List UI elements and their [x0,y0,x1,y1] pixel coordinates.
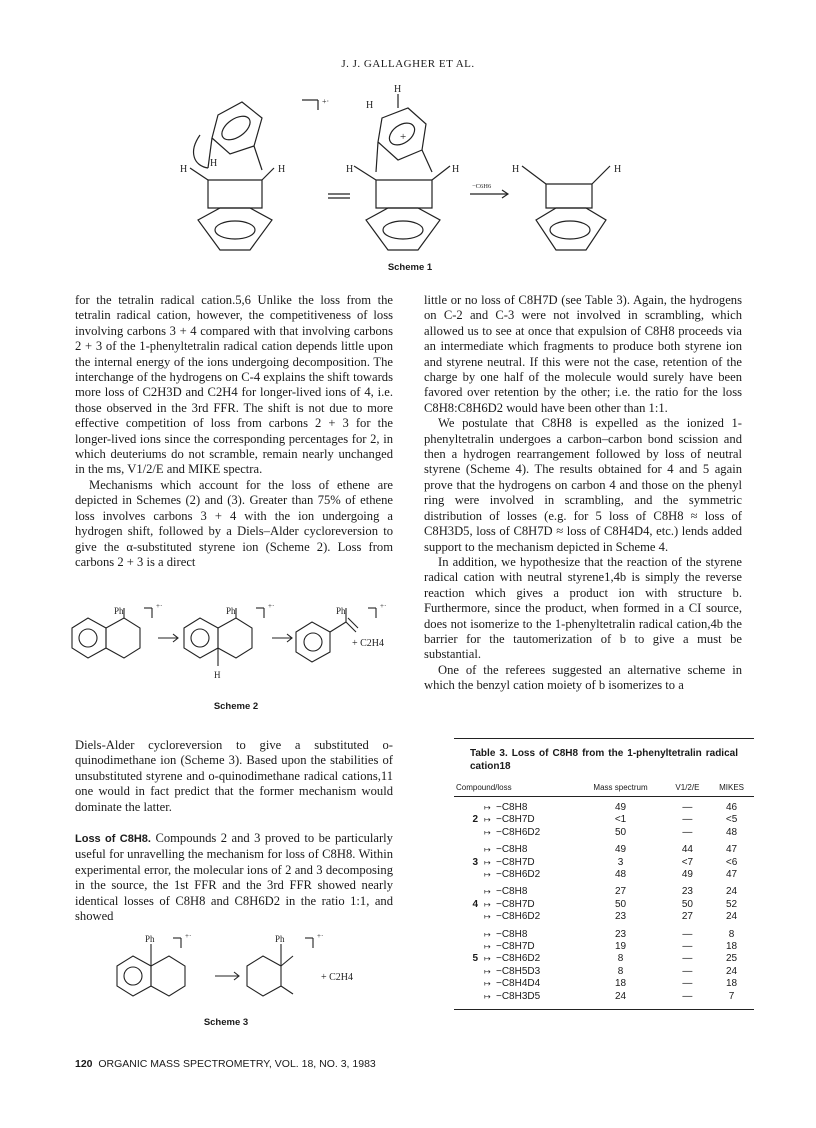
paragraph: In addition, we hypothesize that the reaction of the styrene radical cation with neutral styrene1,4b is simply the reverse reaction which gives a product ion with structure b. Furthermore, since the product, when formed in a CI source, does not isomerize to the 1-phenyltetralin radical cation,4b the barrier for the tautomerization of b to give a must be substantial. [424,554,742,662]
loss-label: ↦ −C8H8 [482,839,575,856]
scheme-1-intermediate [354,94,450,250]
table-bottom-rule [454,1009,754,1010]
right-column [424,293,742,694]
table-row [454,869,754,881]
v-half-e-value: <7 [681,856,694,868]
table-row [454,966,754,978]
loss-label: ↦ −C8H6D2 [482,869,575,881]
mass-spectrum-value: 3 [617,856,624,868]
journal-citation: ORGANIC MASS SPECTROMETRY, VOL. 18, NO. 3, 1983 [98,1058,376,1070]
scheme-3-label: Scheme 3 [203,1017,249,1028]
atom-h: H [180,164,188,175]
ph-label: Ph [226,606,236,616]
column-header: V1/2/E [666,779,709,797]
compound-number [454,924,482,941]
radical-cation-mark: +· [185,932,192,940]
mass-spectrum-value: 19 [614,941,627,953]
table-row [454,911,754,923]
product-label: + C2H4 [352,638,385,649]
compound-number [454,881,482,898]
loss-label: ↦ −C8H6D2 [482,911,575,923]
radical-cation-mark: +· [268,602,275,610]
mass-spectrum-value: 8 [617,953,624,965]
mass-spectrum-value: 23 [614,911,627,923]
table-title: Table 3. Loss of C8H8 from the 1-phenyltetralin radical cation18 [470,748,738,772]
paragraph: Diels-Alder cycloreversion to give a substituted o-quinodimethane ion (Scheme 3). Based upon the stabilities of unsubstituted styrene and o-quinodimethane radical cations,11 one would in fact predict that the former mechanism would dominate the latter. [75,738,393,814]
mikes-value: 48 [726,826,738,838]
paragraph [75,831,393,924]
mass-spectrum-value: 8 [617,965,624,977]
mass-spectrum-value: 24 [614,990,627,1002]
v-half-e-value: — [682,978,693,990]
v-half-e-value: — [682,928,693,940]
mass-spectrum-value: <1 [614,814,627,826]
mikes-value: 7 [728,990,735,1002]
v-half-e-value: 27 [681,911,693,923]
loss-label: ↦ −C8H5D3 [482,966,575,978]
table-row [454,839,754,856]
radical-cation-mark: +· [156,602,163,610]
v-half-e-value: — [682,965,693,977]
compound-number: 5 [472,953,478,965]
left-column [75,293,393,570]
compound-number: 2 [472,814,478,826]
atom-h: H [366,100,374,111]
paragraph: One of the referees suggested an alternative scheme in which the benzyl cation moiety of b isomerizes to a [424,662,742,693]
ph-label: Ph [145,934,155,944]
table-row [454,924,754,941]
atom-h: H [210,158,218,169]
atom-h: H [394,84,402,95]
mass-spectrum-value: 18 [614,978,627,990]
loss-label: ↦ −C8H6D2 [482,953,575,965]
column-header: Mass spectrum [575,779,665,797]
paragraph: We postulate that C8H8 is expelled as the ionized 1-phenyltetralin undergoes a carbon–carbon bond scission and then a hydrogen rearrangement followed by loss of neutral styrene (Scheme 4). The results obtained for 4 and 5 again prove that the hydrogens on carbon 4 and those on the phenyl ring were involved in scrambling, and the symmetric distribution of losses (e.g. for 5 loss of C8H8 ≈ loss of C8H3D5, loss of C8H7D ≈ loss of C8H4D4, etc.) lends added support to the mechanism depicted in Scheme 4. [424,416,742,554]
ph-label: Ph [336,606,346,616]
mikes-value: 24 [726,965,738,977]
page-number: 120 [75,1058,93,1070]
scheme-1-label: Scheme 1 [387,262,433,273]
mikes-value: 52 [726,898,738,910]
loss-label: ↦ −C8H4D4 [482,978,575,990]
paragraph: little or no loss of C8H7D (see Table 3). Again, the hydrogens on C-2 and C-3 were not involved in scrambling, which allowed us to see at once that expulsion of C8H8 proceeds via an intermediate which fragments to produce both styrene ion and styrene neutral. If this were not the case, retention of the charge by one half of the molecule would surely have been favored over retention by the other; i.e. the ratio for the loss C8H8:C8H6D2 would have been other than 1:1. [424,293,742,415]
compound-number: 4 [472,898,478,910]
v-half-e-value: — [682,953,693,965]
atom-h: H [452,164,460,175]
loss-label: ↦ −C8H3D5 [482,991,575,1003]
loss-label: ↦ −C8H7D [482,941,575,953]
mikes-value: 24 [726,911,738,923]
scheme-1 [150,80,670,280]
page-footer [75,1058,376,1070]
paragraph-text: Compounds 2 and 3 proved to be particularly useful for unravelling the mechanism for loss of C8H8. Within experimental error, the molecular ions of 2 and 3 decomposing in the source, the 1st FFR and the 3rd FFR showed nearly identical losses of C8H8 and C8H6D2 in the ratio 1:1, and showed [75,831,393,924]
mikes-value: 18 [726,941,738,953]
atom-h: H [214,670,221,680]
mikes-value: 18 [726,978,738,990]
table-row [454,827,754,839]
mass-spectrum-value: 50 [614,898,627,910]
atom-h: H [278,164,286,175]
loss-label: ↦ −C8H6D2 [482,827,575,839]
compound-number [454,797,482,815]
scheme-3-structures [115,932,385,1018]
loss-label: ↦ −C8H8 [482,797,575,815]
scheme-1-product [522,166,610,250]
table-row [454,899,754,911]
scheme-1-reactant [190,100,318,250]
running-head: J. J. GALLAGHER ET AL. [341,58,475,70]
mikes-value: <6 [725,856,738,868]
table-row [454,941,754,953]
paragraph: Mechanisms which account for the loss of ethene are depicted in Schemes (2) and (3). Greater than 75% of ethene loss involves carbons 3 + 4 with the ion undergoing a hydrogen shift, followed by a Diels–Alder cycloreversion to give the α-substituted styrene ion (Scheme 2). Loss from carbons 2 + 3 is a direct [75,477,393,569]
compound-number [454,966,482,978]
v-half-e-value: 49 [681,869,693,881]
charge-mark: + [400,131,407,143]
mikes-value: 24 [726,886,738,898]
mikes-value: 47 [726,844,738,856]
mass-spectrum-value: 23 [614,928,627,940]
radical-cation-mark: +· [322,97,330,106]
table-row [454,991,754,1003]
product-label: + C2H4 [321,972,354,983]
scheme-2-label: Scheme 2 [213,701,259,712]
mikes-value: 25 [726,953,738,965]
radical-cation-mark: +· [380,602,387,610]
loss-label: ↦ −C8H8 [482,924,575,941]
table-body [454,797,754,1004]
table-3-data [454,779,754,1003]
scheme-2-structures [70,598,400,698]
v-half-e-value: — [682,941,693,953]
scheme-3 [115,932,385,1018]
table-row [454,797,754,815]
mass-spectrum-value: 49 [614,844,627,856]
atom-h: H [614,164,622,175]
loss-label: ↦ −C8H7D [482,814,575,826]
radical-cation-mark: +· [317,932,324,940]
table-row [454,881,754,898]
mikes-value: 8 [728,928,735,940]
mass-spectrum-value: 27 [614,886,627,898]
column-header: MIKES [709,779,754,797]
mikes-value: 46 [726,802,738,813]
compound-number [454,941,482,953]
loss-label: ↦ −C8H7D [482,899,575,911]
table-row [454,814,754,826]
table-3 [454,738,754,1010]
loss-label: ↦ −C8H8 [482,881,575,898]
section-run-in-head: Loss of C8H8. [75,833,151,846]
compound-number [454,991,482,1003]
scheme-2 [70,598,400,698]
mass-spectrum-value: 48 [614,869,627,881]
table-header-row [454,779,754,797]
mass-spectrum-value: 49 [614,802,627,813]
v-half-e-value: — [682,814,693,826]
loss-label: ↦ −C8H7D [482,857,575,869]
mikes-value: <5 [725,814,738,826]
scheme-1-structures [150,80,670,280]
column-header: Compound/loss [454,779,575,797]
compound-number [454,911,482,923]
v-half-e-value: 44 [681,844,693,856]
compound-number [454,839,482,856]
ph-label: Ph [114,606,124,616]
compound-number: 3 [472,856,478,868]
atom-h: H [512,164,520,175]
v-half-e-value: — [682,990,693,1002]
compound-number [454,827,482,839]
mass-spectrum-value: 50 [614,826,627,838]
atom-h: H [346,164,354,175]
left-column-continued [75,738,393,924]
v-half-e-value: — [682,826,693,838]
table-row [454,953,754,965]
v-half-e-value: 50 [681,898,693,910]
table-row [454,857,754,869]
table-row [454,978,754,990]
compound-number [454,978,482,990]
mikes-value: 47 [726,869,738,881]
paragraph: for the tetralin radical cation.5,6 Unlike the loss from the tetralin radical cation, however, the competitiveness of loss involving carbons 3 + 4 compared with that involving carbons 2 + 3 of the 1-phenyltetralin radical cation depends little upon the internal energy of the ions undergoing decomposition. The interchange of the hydrogens on C-4 explains the shift towards more loss of C2H3D and C2H4 for longer-lived ions of 4, i.e. those observed in the 3rd FFR. The shift is not due to more effective competition of loss from carbons 2 + 3 for the longer-lived ions since the corresponding percentages for 2, in which deuteriums do not scramble, remain nearly unchanged in the ms, V1/2/E and MIKE spectra. [75,293,393,477]
arrow-label: −C6H6 [472,183,492,190]
v-half-e-value: 23 [681,886,693,898]
ph-label: Ph [275,934,285,944]
compound-number [454,869,482,881]
v-half-e-value: — [682,802,693,813]
